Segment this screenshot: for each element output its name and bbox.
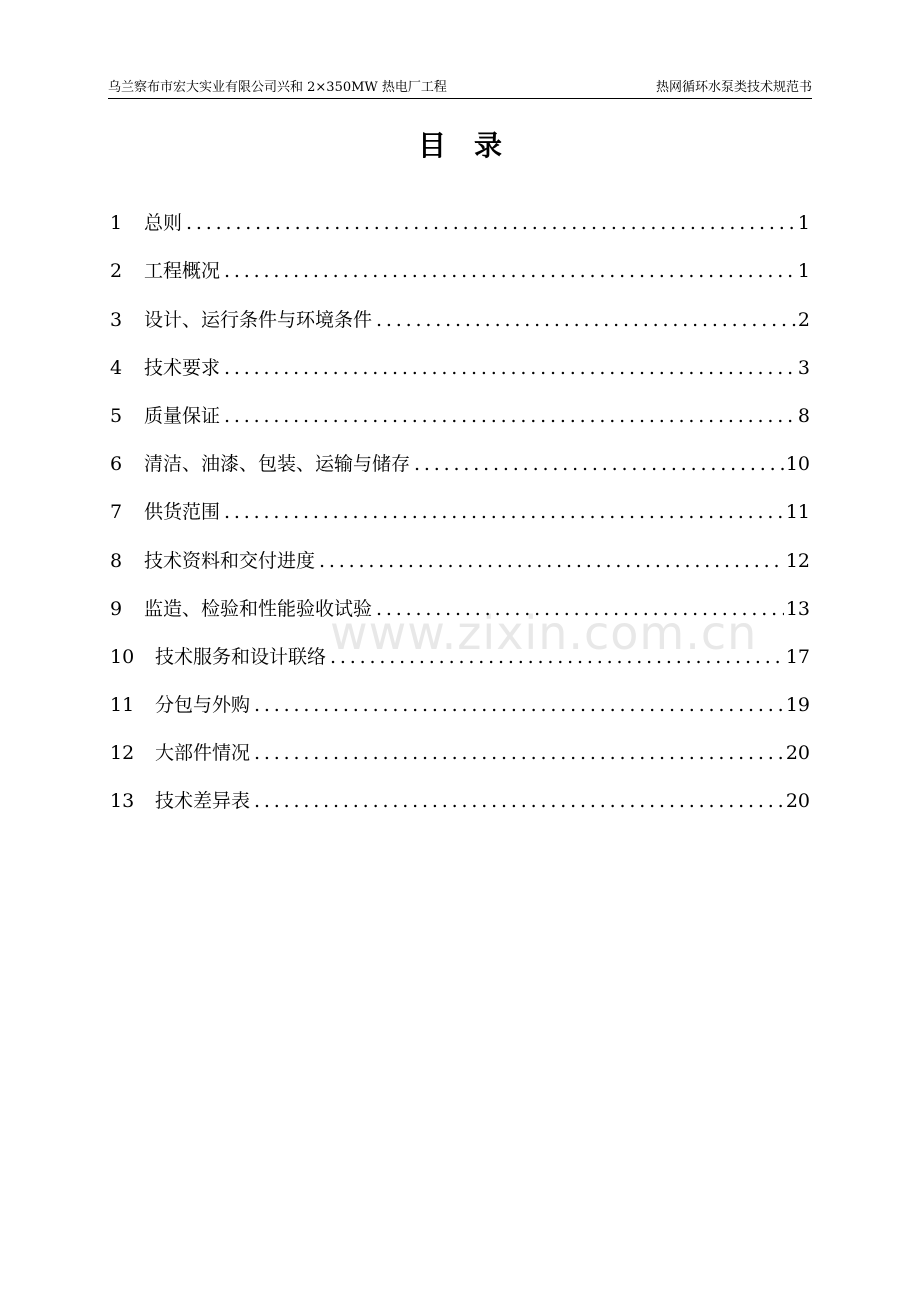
toc-dot-leader	[254, 788, 784, 814]
toc-dot-leader	[330, 644, 784, 670]
toc-entry[interactable]	[110, 525, 810, 573]
toc-dot-leader	[414, 451, 784, 477]
toc-entry-page: 8	[797, 404, 810, 427]
toc-entry-page: 1	[797, 260, 810, 283]
toc-entry-number: 11	[110, 694, 135, 717]
toc-entry-title: 技术资料和交付进度	[144, 549, 316, 572]
page-header	[108, 78, 812, 98]
header-divider	[108, 98, 812, 99]
toc-entry-number: 7	[110, 501, 123, 524]
toc-entry-number: 13	[110, 790, 135, 813]
toc-entry-number: 1	[110, 212, 123, 235]
watermark: www.zixin.com.cn	[330, 606, 758, 660]
toc-entry-number: 4	[110, 356, 123, 379]
table-of-contents	[110, 188, 810, 814]
toc-entry-number: 2	[110, 260, 123, 283]
header-left-text: 乌兰察布市宏大实业有限公司兴和 2×350MW 热电厂工程	[108, 80, 447, 95]
toc-entry[interactable]	[110, 477, 810, 525]
page-title: 目 录	[417, 129, 502, 162]
toc-entry-page: 20	[785, 742, 810, 765]
toc-entry-title: 质量保证	[144, 404, 221, 427]
toc-entry-page: 12	[785, 549, 810, 572]
toc-entry[interactable]	[110, 333, 810, 381]
toc-entry[interactable]	[110, 718, 810, 766]
toc-dot-leader	[224, 403, 796, 429]
toc-entry[interactable]	[110, 188, 810, 236]
toc-entry-page: 13	[785, 597, 810, 620]
toc-entry-title: 监造、检验和性能验收试验	[144, 597, 373, 620]
toc-entry-title: 技术服务和设计联络	[155, 645, 327, 668]
toc-dot-leader	[224, 258, 796, 284]
toc-dot-leader	[376, 596, 784, 622]
toc-dot-leader	[319, 548, 784, 574]
toc-entry-title: 大部件情况	[155, 742, 251, 765]
toc-entry[interactable]	[110, 766, 810, 814]
toc-entry-page: 17	[785, 645, 810, 668]
toc-dot-leader	[254, 740, 784, 766]
toc-entry-number: 9	[110, 597, 123, 620]
toc-entry-page: 10	[785, 453, 810, 476]
toc-entry-number: 5	[110, 404, 123, 427]
toc-dot-leader	[376, 307, 796, 333]
toc-entry-title: 技术要求	[144, 356, 221, 379]
toc-entry-number: 6	[110, 453, 123, 476]
toc-entry-page: 1	[797, 212, 810, 235]
toc-entry[interactable]	[110, 622, 810, 670]
toc-entry-title: 清洁、油漆、包装、运输与储存	[144, 453, 411, 476]
toc-entry-title: 技术差异表	[155, 790, 251, 813]
toc-entry[interactable]	[110, 429, 810, 477]
toc-dot-leader	[186, 210, 796, 236]
toc-entry-title: 分包与外购	[155, 694, 251, 717]
toc-entry[interactable]	[110, 574, 810, 622]
toc-entry[interactable]	[110, 670, 810, 718]
toc-entry-number: 8	[110, 549, 123, 572]
toc-entry-page: 11	[785, 501, 810, 524]
toc-entry-number: 3	[110, 308, 123, 331]
toc-entry-title: 工程概况	[144, 260, 221, 283]
toc-entry-number: 12	[110, 742, 135, 765]
toc-dot-leader	[224, 499, 784, 525]
toc-entry-page: 19	[785, 694, 810, 717]
toc-entry-number: 10	[110, 645, 135, 668]
toc-entry[interactable]	[110, 381, 810, 429]
toc-entry-title: 供货范围	[144, 501, 221, 524]
toc-entry-page: 20	[785, 790, 810, 813]
toc-entry-page: 2	[797, 308, 810, 331]
toc-entry-title: 设计、运行条件与环境条件	[144, 308, 373, 331]
toc-entry-page: 3	[797, 356, 810, 379]
toc-entry[interactable]	[110, 236, 810, 284]
toc-dot-leader	[254, 692, 784, 718]
toc-entry-title: 总则	[144, 212, 183, 235]
toc-entry[interactable]	[110, 284, 810, 332]
header-right-text: 热网循环水泵类技术规范书	[655, 80, 812, 95]
toc-dot-leader	[224, 355, 796, 381]
